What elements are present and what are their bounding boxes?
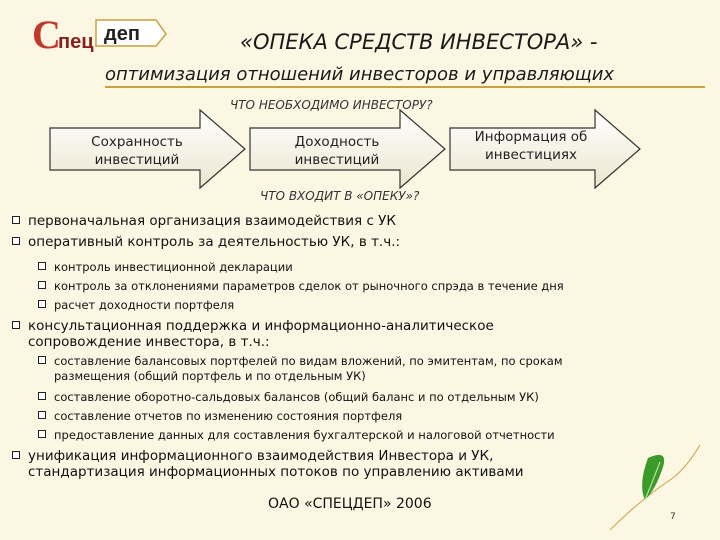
question-what-included: ЧТО ВХОДИТ В «ОПЕКУ»?	[260, 189, 420, 203]
sub-bullet-item: составление отчетов по изменению состояния портфеля	[38, 409, 402, 424]
bullet-item: первоначальная организация взаимодействия с УК	[12, 213, 396, 229]
spetsdep-logo	[30, 14, 170, 54]
checkbox-bullet-icon	[12, 237, 20, 245]
page-number: 7	[670, 512, 676, 522]
sub-bullet-item: предоставление данных для составления бухгалтерской и налоговой отчетности	[38, 428, 555, 443]
checkbox-bullet-icon	[12, 451, 20, 459]
checkbox-bullet-icon	[38, 300, 46, 308]
slide-subtitle: оптимизация отношений инвесторов и управляющих	[105, 64, 615, 85]
arrow-label-profit: Доходность инвестиций	[294, 134, 380, 168]
svg-text:деп: деп	[104, 23, 140, 45]
arrow-label-information: Информация об инвестициях	[474, 129, 588, 163]
checkbox-bullet-icon	[38, 430, 46, 438]
bullet-item: консультационная поддержка и информационно-аналитическое сопровождение инвестора, в т.ч.:	[12, 318, 494, 350]
sub-bullet-item: составление оборотно-сальдовых балансов (общий баланс и по отдельным УК)	[38, 390, 539, 405]
arrow-label-safety: Сохранность инвестиций	[91, 134, 183, 168]
checkbox-bullet-icon	[12, 216, 20, 224]
question-investor-needs: ЧТО НЕОБХОДИМО ИНВЕСТОРУ?	[230, 98, 433, 112]
sub-bullet-item: контроль инвестиционной декларации	[38, 260, 293, 275]
checkbox-bullet-icon	[38, 392, 46, 400]
svg-text:пец: пец	[58, 31, 94, 53]
sub-bullet-item: расчет доходности портфеля	[38, 298, 234, 313]
bullet-item: унификация информационного взаимодействия Инвестора и УК, стандартизация информационных потоков по управлению активами	[12, 448, 524, 480]
checkbox-bullet-icon	[38, 411, 46, 419]
bullet-item: оперативный контроль за деятельностью УК, в т.ч.:	[12, 234, 400, 250]
sub-bullet-item: контроль за отклонениями параметров сделок от рыночного спрэда в течение дня	[38, 279, 564, 294]
checkbox-bullet-icon	[38, 281, 46, 289]
checkbox-bullet-icon	[12, 321, 20, 329]
footer-copyright: ОАО «СПЕЦДЕП» 2006	[268, 496, 432, 512]
svg-text:С: С	[32, 14, 61, 54]
checkbox-bullet-icon	[38, 356, 46, 364]
title-divider	[105, 86, 705, 88]
checkbox-bullet-icon	[38, 262, 46, 270]
sub-bullet-item: составление балансовых портфелей по видам вложений, по эмитентам, по срокам размещения (общий портфель и по отдельным УК)	[38, 354, 563, 383]
leaf-decoration-icon	[600, 440, 710, 535]
slide-title: «ОПЕКА СРЕДСТВ ИНВЕСТОРА» -	[240, 30, 598, 54]
